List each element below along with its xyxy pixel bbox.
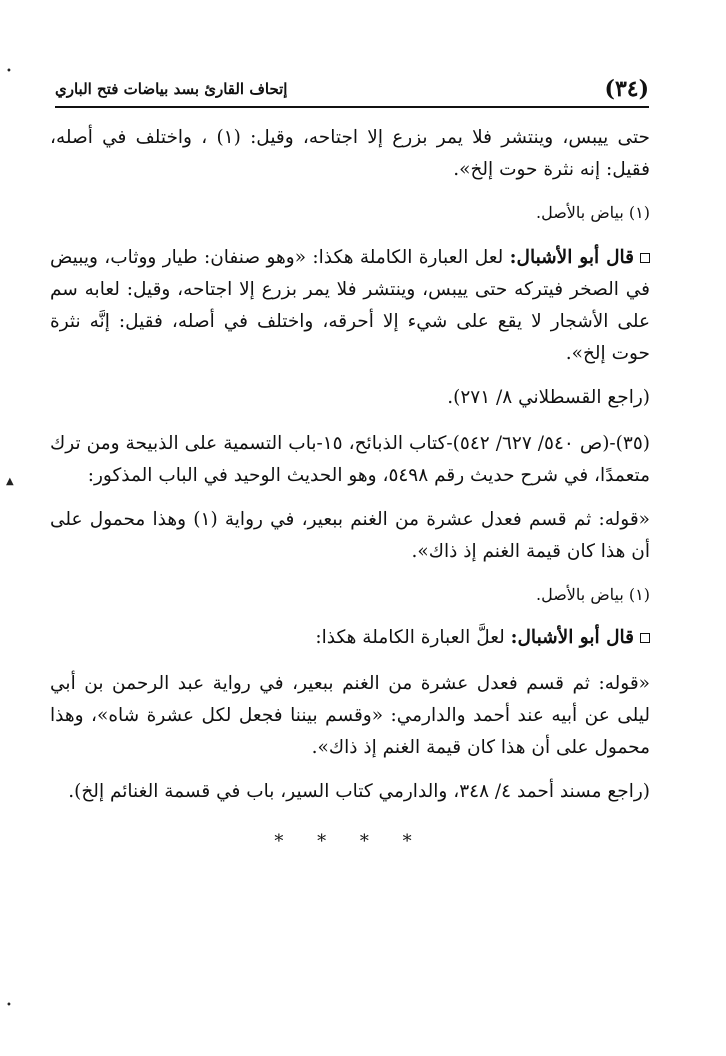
quote-paragraph-1: «قوله: ثم قسم فعدل عشرة من الغنم ببعير، في رواية (١) وهذا محمول على أن هذا كان قيمة الغنم إذ ذاك». xyxy=(50,509,651,562)
reference-qastallani: (راجع القسطلاني ٨/ ٢٧١). xyxy=(447,387,650,408)
footnote-1: (١) بياض بالأصل. xyxy=(536,203,650,222)
page-number: (٣٤) xyxy=(604,76,649,102)
square-bullet-icon xyxy=(640,633,650,643)
speaker-label: قال أبو الأشبال: xyxy=(509,247,634,268)
square-bullet-icon xyxy=(640,253,650,263)
section-end-stars: * * * * xyxy=(274,831,426,852)
page-header xyxy=(55,74,649,104)
paragraph-text: لعل العبارة الكاملة هكذا: «وهو صنفان: طيار ووثاب، ويبيض في الصخر فيتركه حتى ييبس، وينتشر فلا يمر بزرع إلا اجتاحه، وقيل: لعابه سم على الأشجار لا يقع على شيء إلا أحرقه، واختلف في أصله، فقيل: إنَّه نثرة حوت إلخ». xyxy=(50,247,650,364)
scan-mark: • xyxy=(6,1000,12,1011)
scan-mark: • xyxy=(6,66,12,77)
paragraph-abu-alashbal-1 xyxy=(50,242,650,370)
header-rule xyxy=(55,106,649,108)
paragraph-35: (٣٥)-(ص ٥٤٠/ ٦٢٧/ ٥٤٢)-كتاب الذبائح، ١٥-باب التسمية على الذبيحة ومن ترك متعمدًا، في شرح حديث رقم ٥٤٩٨، وهو الحديث الوحيد في الباب المذكور: xyxy=(50,433,650,486)
quote-paragraph-2: «قوله: ثم قسم فعدل عشرة من الغنم ببعير، في رواية عبد الرحمن بن أبي ليلى عن أبيه عند أحمد والدارمي: «وقسم بيننا فجعل لكل عشرة شاه»، وهذا محمول على أن هذا كان قيمة الغنم إذ ذاك». xyxy=(50,673,650,758)
paragraph-text: لعلَّ العبارة الكاملة هكذا: xyxy=(315,627,511,648)
paragraph-1: حتى ييبس، وينتشر فلا يمر بزرع إلا اجتاحه، وقيل: (١) ، واختلف في أصله، فقيل: إنه نثرة حوت إلخ». xyxy=(50,127,650,180)
footnote-2: (١) بياض بالأصل. xyxy=(536,585,650,604)
reference-ahmad-darimi: (راجع مسند أحمد ٤/ ٣٤٨، والدارمي كتاب السير، باب في قسمة الغنائم إلخ). xyxy=(68,781,650,802)
scan-mark: ▲ xyxy=(6,476,14,487)
running-title: إتحاف القارئ بسد بياضات فتح الباري xyxy=(55,80,288,98)
paragraph-abu-alashbal-2 xyxy=(50,622,650,654)
speaker-label: قال أبو الأشبال: xyxy=(510,627,634,648)
page-body xyxy=(50,122,650,858)
